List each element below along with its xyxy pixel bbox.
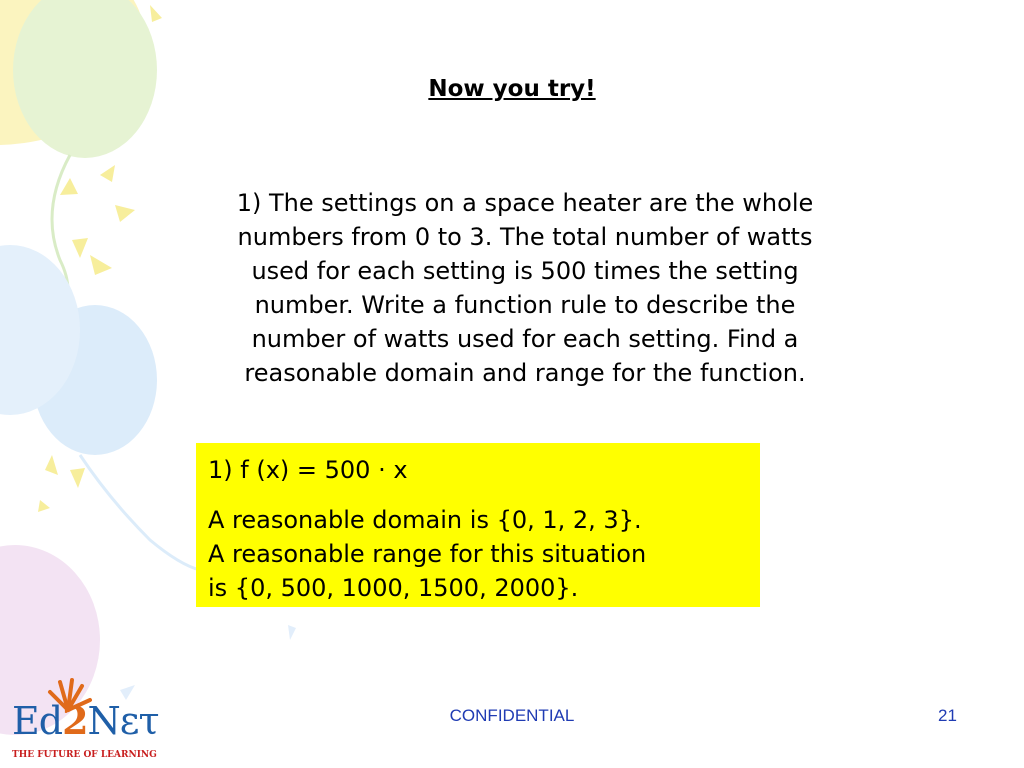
answer-box — [196, 443, 760, 607]
logo-prefix: Ed — [12, 699, 63, 743]
slide-title: Now you try! — [428, 76, 596, 102]
problem-line: number. Write a function rule to describe the — [254, 291, 796, 319]
answer-line: is {0, 500, 1000, 1500, 2000}. — [208, 574, 579, 602]
problem-line: 1) The settings on a space heater are the whole — [236, 189, 814, 217]
answer-line: A reasonable domain is {0, 1, 2, 3}. — [208, 506, 642, 534]
page-number: 21 — [938, 706, 957, 725]
problem-line: used for each setting is 500 times the setting — [251, 257, 799, 285]
problem-line: numbers from 0 to 3. The total number of watts — [237, 223, 813, 251]
logo-tagline: THE FUTURE OF LEARNING — [12, 750, 157, 760]
function-rule: 1) f (x) = 500 · x — [208, 456, 408, 484]
logo-suffix: Nετ — [87, 699, 159, 743]
answer-line: A reasonable range for this situation — [208, 540, 647, 568]
confidential-label: CONFIDENTIAL — [449, 706, 575, 725]
balloon-string-2 — [80, 455, 200, 570]
problem-statement — [170, 186, 880, 390]
problem-line: reasonable domain and range for the function. — [244, 359, 806, 387]
logo-digit: 2 — [62, 698, 88, 743]
problem-line: number of watts used for each setting. Find a — [251, 325, 799, 353]
